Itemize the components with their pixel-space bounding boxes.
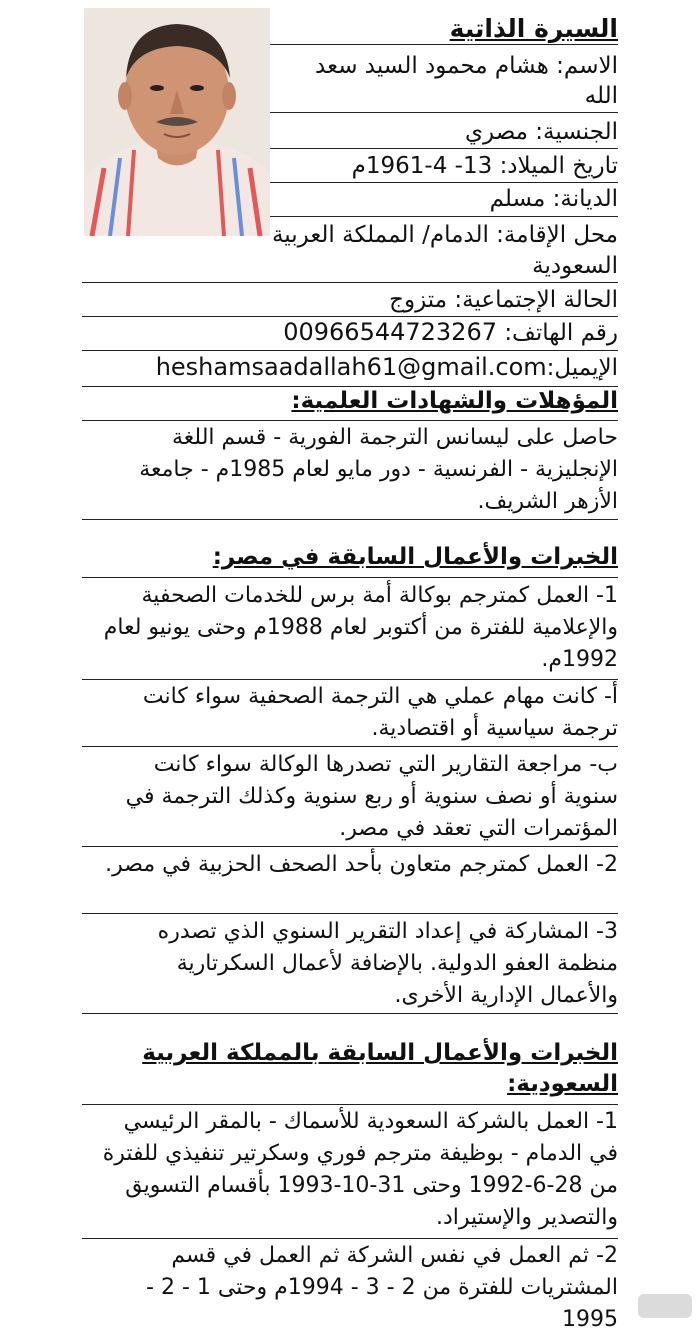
divider <box>82 577 618 578</box>
egypt-item-3: ب- مراجعة التقارير التي تصدرها الوكالة سواء كانت سنوية أو نصف سنوية أو ربع سنوية وكذلك الترجمة في المؤتمرات التي تعقد في مصر. <box>125 752 618 841</box>
portrait-photo <box>84 8 270 236</box>
portrait-photo-icon <box>84 8 270 236</box>
email-row <box>156 351 618 384</box>
divider <box>82 519 618 520</box>
saudi-item-2: 2- ثم العمل في نفس الشركة ثم العمل في قسم المشتريات للفترة من 2 - 3 - 1994م وحتى 1 - 2 - 1995 <box>146 1243 618 1332</box>
divider <box>270 112 618 113</box>
birth-value: 13- 4-1961م <box>351 153 493 179</box>
saudi-experience-heading-line2: السعودية: <box>507 1071 618 1097</box>
name-row <box>315 50 618 82</box>
qualifications-text: حاصل على ليسانس الترجمة الفورية - قسم اللغة الإنجليزية - الفرنسية - دور مايو لعام 1985م - جامعة الأزهر الشريف. <box>139 425 618 514</box>
nationality: الجنسية: مصري <box>465 119 618 145</box>
egypt-item-1: 1- العمل كمترجم بوكالة أمة برس للخدمات الصحفية والإعلامية للفترة من أكتوبر لعام 1988م وحتى يونيو لعام 1992م. <box>103 583 618 672</box>
residence-line1: محل الإقامة: الدمام/ المملكة العربية <box>271 222 618 248</box>
page-title: السيرة الذاتية <box>449 14 618 43</box>
email-label: الإيميل: <box>546 355 618 381</box>
qualifications-heading: المؤهلات والشهادات العلمية: <box>291 388 618 414</box>
divider <box>82 913 618 914</box>
saudi-experience-heading-line1: الخبرات والأعمال السابقة بالمملكة العربية <box>142 1040 618 1066</box>
divider <box>82 679 618 680</box>
divider <box>270 148 618 149</box>
birth-label: تاريخ الميلاد: <box>499 153 618 179</box>
egypt-item-4: 2- العمل كمترجم متعاون بأحد الصحف الحزبية في مصر. <box>105 852 618 877</box>
marital-status: الحالة الإجتماعية: متزوج <box>389 287 618 313</box>
birth-row <box>352 150 618 182</box>
divider <box>82 746 618 747</box>
divider <box>82 1238 618 1239</box>
egypt-item-5: 3- المشاركة في إعداد التقرير السنوي الذي تصدره منظمة العفو الدولية. بالإضافة لأعمال السكرتارية والأعمال الإدارية الأخرى. <box>157 919 618 1008</box>
name-value-line2: الله <box>584 83 618 109</box>
divider <box>270 216 618 217</box>
divider <box>82 846 618 847</box>
phone-value: 00966544723267 <box>283 318 497 346</box>
divider <box>270 44 618 45</box>
name-label: الاسم: <box>556 53 618 79</box>
religion: الديانة: مسلم <box>489 186 618 212</box>
email-value[interactable]: heshamsaadallah61@gmail.com <box>155 353 547 381</box>
divider <box>82 386 618 387</box>
egypt-experience-heading: الخبرات والأعمال السابقة في مصر: <box>212 544 618 570</box>
phone-label: رقم الهاتف: <box>504 320 618 346</box>
phone-row <box>283 316 618 349</box>
saudi-item-1: 1- العمل بالشركة السعودية للأسماك - بالمقر الرئيسي في الدمام - بوظيفة مترجم فوري وسكرتير تنفيذي للفترة من 28-6-1992 وحتى 31-10-1993 بأقسام التسويق والتصدير والإستيراد. <box>102 1109 618 1230</box>
site-watermark-badge <box>638 1294 692 1318</box>
divider <box>82 1013 618 1014</box>
divider <box>82 282 618 283</box>
residence-line2: السعودية <box>532 253 618 279</box>
divider <box>82 420 618 421</box>
egypt-item-2: أ- كانت مهام عملي هي الترجمة الصحفية سواء كانت ترجمة سياسية أو اقتصادية. <box>142 684 618 741</box>
name-value-line1: هشام محمود السيد سعد <box>315 53 549 79</box>
divider <box>82 1104 618 1105</box>
